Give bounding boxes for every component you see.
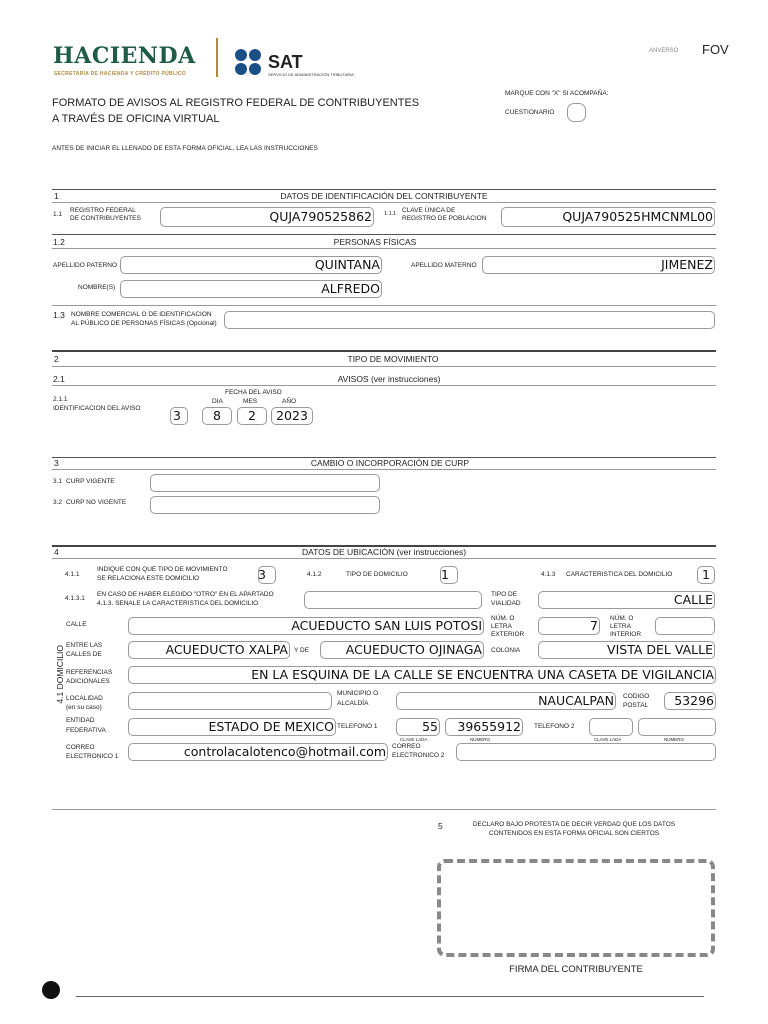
telefono-1-label: TELEFONO 1 [337, 723, 378, 730]
section-3-title: CAMBIO O INCORPORACIÓN DE CURP [310, 458, 470, 468]
dia-value: 8 [213, 408, 221, 423]
tipo-domicilio-label: TIPO DE DOMICILIO [346, 571, 408, 578]
tipo-vialidad-label-line1: TIPO DE [491, 591, 518, 598]
form-title-line1: FORMATO DE AVISOS AL REGISTRO FEDERAL DE CONTRIBUYENTES [52, 97, 420, 109]
otro-caracteristica-field[interactable] [304, 591, 482, 609]
entidad-label-line2: FEDERATIVA [66, 727, 106, 734]
field-number-1-1-1: 1.1.1 [384, 211, 397, 217]
localidad-label-line1: LOCALIDAD [66, 695, 103, 702]
instructions-note: ANTES DE INICIAR EL LLENADO DE ESTA FORMA OFICIAL, LEA LAS INSTRUCCIONES [52, 145, 318, 152]
identificacion-aviso-value: 3 [173, 408, 181, 423]
telefono-2-lada-field[interactable] [589, 718, 633, 736]
field-number-2-1: 2.1 [53, 374, 65, 384]
num-interior-field[interactable] [655, 617, 715, 635]
num-interior-label-line2: LETRA [610, 623, 631, 630]
curp-no-vigente-label: CURP NO VIGENTE [66, 499, 127, 506]
colonia-label: COLONIA [491, 647, 521, 654]
telefono-1-clavelada-caption: CLAVE LADA [400, 737, 428, 742]
section-3-title-rule [52, 469, 716, 470]
caracteristica-domicilio-label: CARACTERISTICA DEL DOMICILIO [566, 571, 673, 578]
correo-2-label-line2: ELECTRONICO 2 [392, 752, 445, 759]
section-2-1-rule [52, 385, 716, 386]
referencias-label-line1: REFERENCIAS [66, 669, 113, 676]
section-1-title: DATOS DE IDENTIFICACIÓN DEL CONTRIBUYENTE [280, 191, 488, 201]
curp-vigente-label: CURP VIGENTE [66, 478, 115, 485]
curp-no-vigente-field[interactable] [150, 496, 380, 514]
colonia-value: VISTA DEL VALLE [607, 642, 713, 657]
correo-2-field[interactable] [456, 743, 716, 761]
telefono-2-clavelada-caption: CLAVE LADA [594, 737, 622, 742]
mes-label: MES [243, 398, 258, 405]
y-de-label: Y DE [294, 647, 310, 654]
field-number-4-1-1: 4.1.1 [65, 571, 80, 578]
curp-label-line2: REGISTRO DE POBLACION [402, 215, 487, 222]
telefono-1-lada-value: 55 [422, 719, 438, 734]
num-exterior-label-line1: NÚM. O [491, 615, 515, 622]
nombre-comercial-field[interactable] [224, 311, 715, 329]
field-number-1-1: 1.1 [53, 211, 63, 218]
section-4-title: DATOS DE UBICACIÓN (ver instrucciones) [301, 547, 467, 557]
section-2-number: 2 [54, 354, 59, 364]
apellido-paterno-value: QUINTANA [314, 257, 380, 272]
section-5-top-rule [52, 809, 716, 810]
codigo-postal-label-line2: POSTAL [623, 702, 649, 709]
rfc-label-line1: REGISTRO FEDERAL [70, 207, 136, 214]
tipo-domicilio-value: 1 [441, 567, 449, 582]
field-number-2-1-1: 2.1.1 [53, 396, 68, 403]
otro-label-line2: 4.1.3. SENALE LA CARACTERISTICA DEL DOMICILIO [97, 600, 259, 607]
section-5-number: 5 [438, 821, 443, 831]
form-title-line2: A TRAVÉS DE OFICINA VIRTUAL [52, 113, 220, 125]
cuestionario-label: CUESTIONARIO [505, 109, 555, 116]
municipio-label-line1: MUNICIPIO O [337, 690, 379, 697]
hacienda-logo-text: HACIENDA [53, 43, 196, 69]
firma-box[interactable] [437, 859, 715, 957]
footer-rule [76, 996, 704, 997]
apellido-materno-label: APELLIDO MATERNO [411, 262, 477, 269]
section-2-title-rule [52, 366, 716, 367]
identificacion-aviso-label: IDENTIFICACION DEL AVISO [53, 405, 141, 412]
section-1-number: 1 [54, 191, 59, 201]
field-number-3-2: 3.2 [53, 499, 63, 506]
section-1-top-rule [52, 189, 716, 190]
nombre-comercial-label-line1: NOMBRE COMERCIAL O DE IDENTIFICACION [71, 311, 212, 318]
personas-fisicas-title: PERSONAS FÍSICAS [333, 237, 417, 247]
correo-1-label-line2: ELECTRONICO 1 [66, 753, 119, 760]
field-number-4-1-2: 4.1.2 [307, 571, 322, 578]
tipo-vialidad-label-line2: VIALIDAD [491, 600, 521, 607]
mes-value: 2 [248, 408, 256, 423]
declaro-line2: CONTENIDOS EN ESTA FORMA OFICIAL SON CIERTOS [488, 830, 660, 837]
num-exterior-label-line3: EXTERIOR [491, 631, 525, 638]
field-number-1-3: 1.3 [53, 310, 65, 320]
entre-calles-label-line2: CALLES DE [66, 651, 102, 658]
curp-label-line1: CLAVE ÚNICA DE [402, 207, 456, 214]
tipo-vialidad-value: CALLE [673, 592, 713, 607]
sat-logo-text: SAT [268, 52, 303, 72]
num-exterior-label-line2: LETRA [491, 623, 512, 630]
cuestionario-checkbox[interactable] [567, 103, 586, 122]
correo-2-label-line1: CORREO [392, 743, 421, 750]
entre-calles-label-line1: ENTRE LAS [66, 642, 103, 649]
curp-vigente-field[interactable] [150, 474, 380, 492]
referencias-label-line2: ADICIONALES [66, 678, 110, 685]
marque-label: MARQUE CON "X" SI ACOMPAÑA: [505, 90, 609, 97]
sat-logo-icon [234, 48, 264, 78]
telefono-1-numero-value: 39655912 [457, 719, 521, 734]
anverso-label: ANVERSO [649, 48, 679, 54]
section-4-title-rule [52, 558, 716, 559]
avisos-title: AVISOS (ver instrucciones) [337, 374, 441, 384]
anio-value: 2023 [276, 408, 308, 423]
field-number-3-1: 3.1 [53, 478, 63, 485]
municipio-value: NAUCALPAN [538, 693, 614, 708]
sat-logo-subtitle: SERVICIO DE ADMINISTRACIÓN TRIBUTARIA [268, 72, 354, 77]
codigo-postal-value: 53296 [674, 693, 714, 708]
telefono-2-label: TELEFONO 2 [534, 723, 575, 730]
calle-value: ACUEDUCTO SAN LUIS POTOSI [291, 618, 482, 633]
curp-value: QUJA790525HMCNML00 [562, 209, 713, 224]
y-de-value: ACUEDUCTO OJINAGA [345, 642, 482, 657]
domicilio-side-label: 4.1 DOMICILIO [54, 644, 65, 704]
correo-1-label-line1: CORREO [66, 744, 95, 751]
form-code: FOV [702, 42, 729, 57]
tipo-movimiento-value: 3 [258, 567, 266, 582]
section-2-title: TIPO DE MOVIMIENTO [347, 354, 439, 364]
declaro-line1: DECLARO BAJO PROTESTA DE DECIR VERDAD QUE LOS DATOS [472, 821, 676, 828]
firma-label: FIRMA DEL CONTRIBUYENTE [509, 964, 643, 975]
apellido-materno-value: JIMENEZ [661, 257, 713, 272]
municipio-label-line2: ALCALDÍA [337, 700, 369, 707]
entre-calles-value: ACUEDUCTO XALPA [165, 642, 288, 657]
footer-bullet [42, 981, 60, 999]
num-interior-label-line3: INTERIOR [610, 631, 642, 638]
otro-label-line1: EN CASO DE HABER ELEGIDO "OTRO" EN EL APARTADO [97, 591, 274, 598]
anio-label: AÑO [282, 398, 297, 405]
calle-label: CALLE [66, 621, 87, 628]
tipo-movimiento-label-line2: SE RELACIONA ESTE DOMICILIO [97, 575, 200, 582]
section-2-top-rule [52, 350, 716, 352]
nombre-label: NOMBRE(S) [78, 284, 116, 291]
section-1-2-title-rule [52, 248, 716, 249]
hacienda-logo-subtitle: SECRETARÍA DE HACIENDA Y CRÉDITO PÚBLICO [54, 71, 187, 77]
nombre-value: ALFREDO [321, 281, 380, 296]
entidad-label-line1: ENTIDAD [66, 717, 95, 724]
section-1-title-rule [52, 202, 716, 203]
apellido-paterno-label: APELLIDO PATERNO [53, 262, 118, 269]
dia-label: DIA [212, 398, 223, 405]
rfc-value: QUJA790525862 [269, 209, 372, 224]
caracteristica-domicilio-value: 1 [702, 567, 710, 582]
field-number-4-1-3-1: 4.1.3.1 [65, 595, 85, 602]
field-number-1-2: 1.2 [53, 237, 65, 247]
telefono-1-numero-caption: NÚMERO [470, 737, 490, 742]
localidad-label-line2: (en su caso) [66, 704, 102, 711]
localidad-field[interactable] [128, 692, 332, 710]
rfc-label-line2: DE CONTRIBUYENTES [70, 215, 141, 222]
logo-divider [216, 38, 218, 77]
telefono-2-numero-caption: NÚMERO [664, 737, 684, 742]
referencias-value: EN LA ESQUINA DE LA CALLE SE ENCUENTRA UNA CASETA DE VIGILANCIA [251, 667, 714, 682]
section-3-number: 3 [54, 458, 59, 468]
section-1-3-rule [52, 305, 716, 306]
num-interior-label-line1: NÚM. O [610, 615, 634, 622]
section-1-2-rule [52, 234, 716, 235]
correo-1-value: controlacalotenco@hotmail.com [183, 744, 386, 759]
entidad-value: ESTADO DE MEXICO [208, 719, 334, 734]
fecha-aviso-label: FECHA DEL AVISO [225, 389, 282, 396]
nombre-comercial-label-line2: AL PÚBLICO DE PERSONAS FÍSICAS (Opcional) [71, 320, 217, 327]
section-4-number: 4 [54, 547, 59, 557]
num-exterior-value: 7 [590, 618, 598, 633]
tipo-movimiento-label-line1: INDIQUE CON QUE TIPO DE MOVIMIENTO [97, 566, 228, 573]
field-number-4-1-3: 4.1.3 [541, 571, 556, 578]
telefono-2-numero-field[interactable] [638, 718, 716, 736]
codigo-postal-label-line1: CODIGO [623, 693, 650, 700]
